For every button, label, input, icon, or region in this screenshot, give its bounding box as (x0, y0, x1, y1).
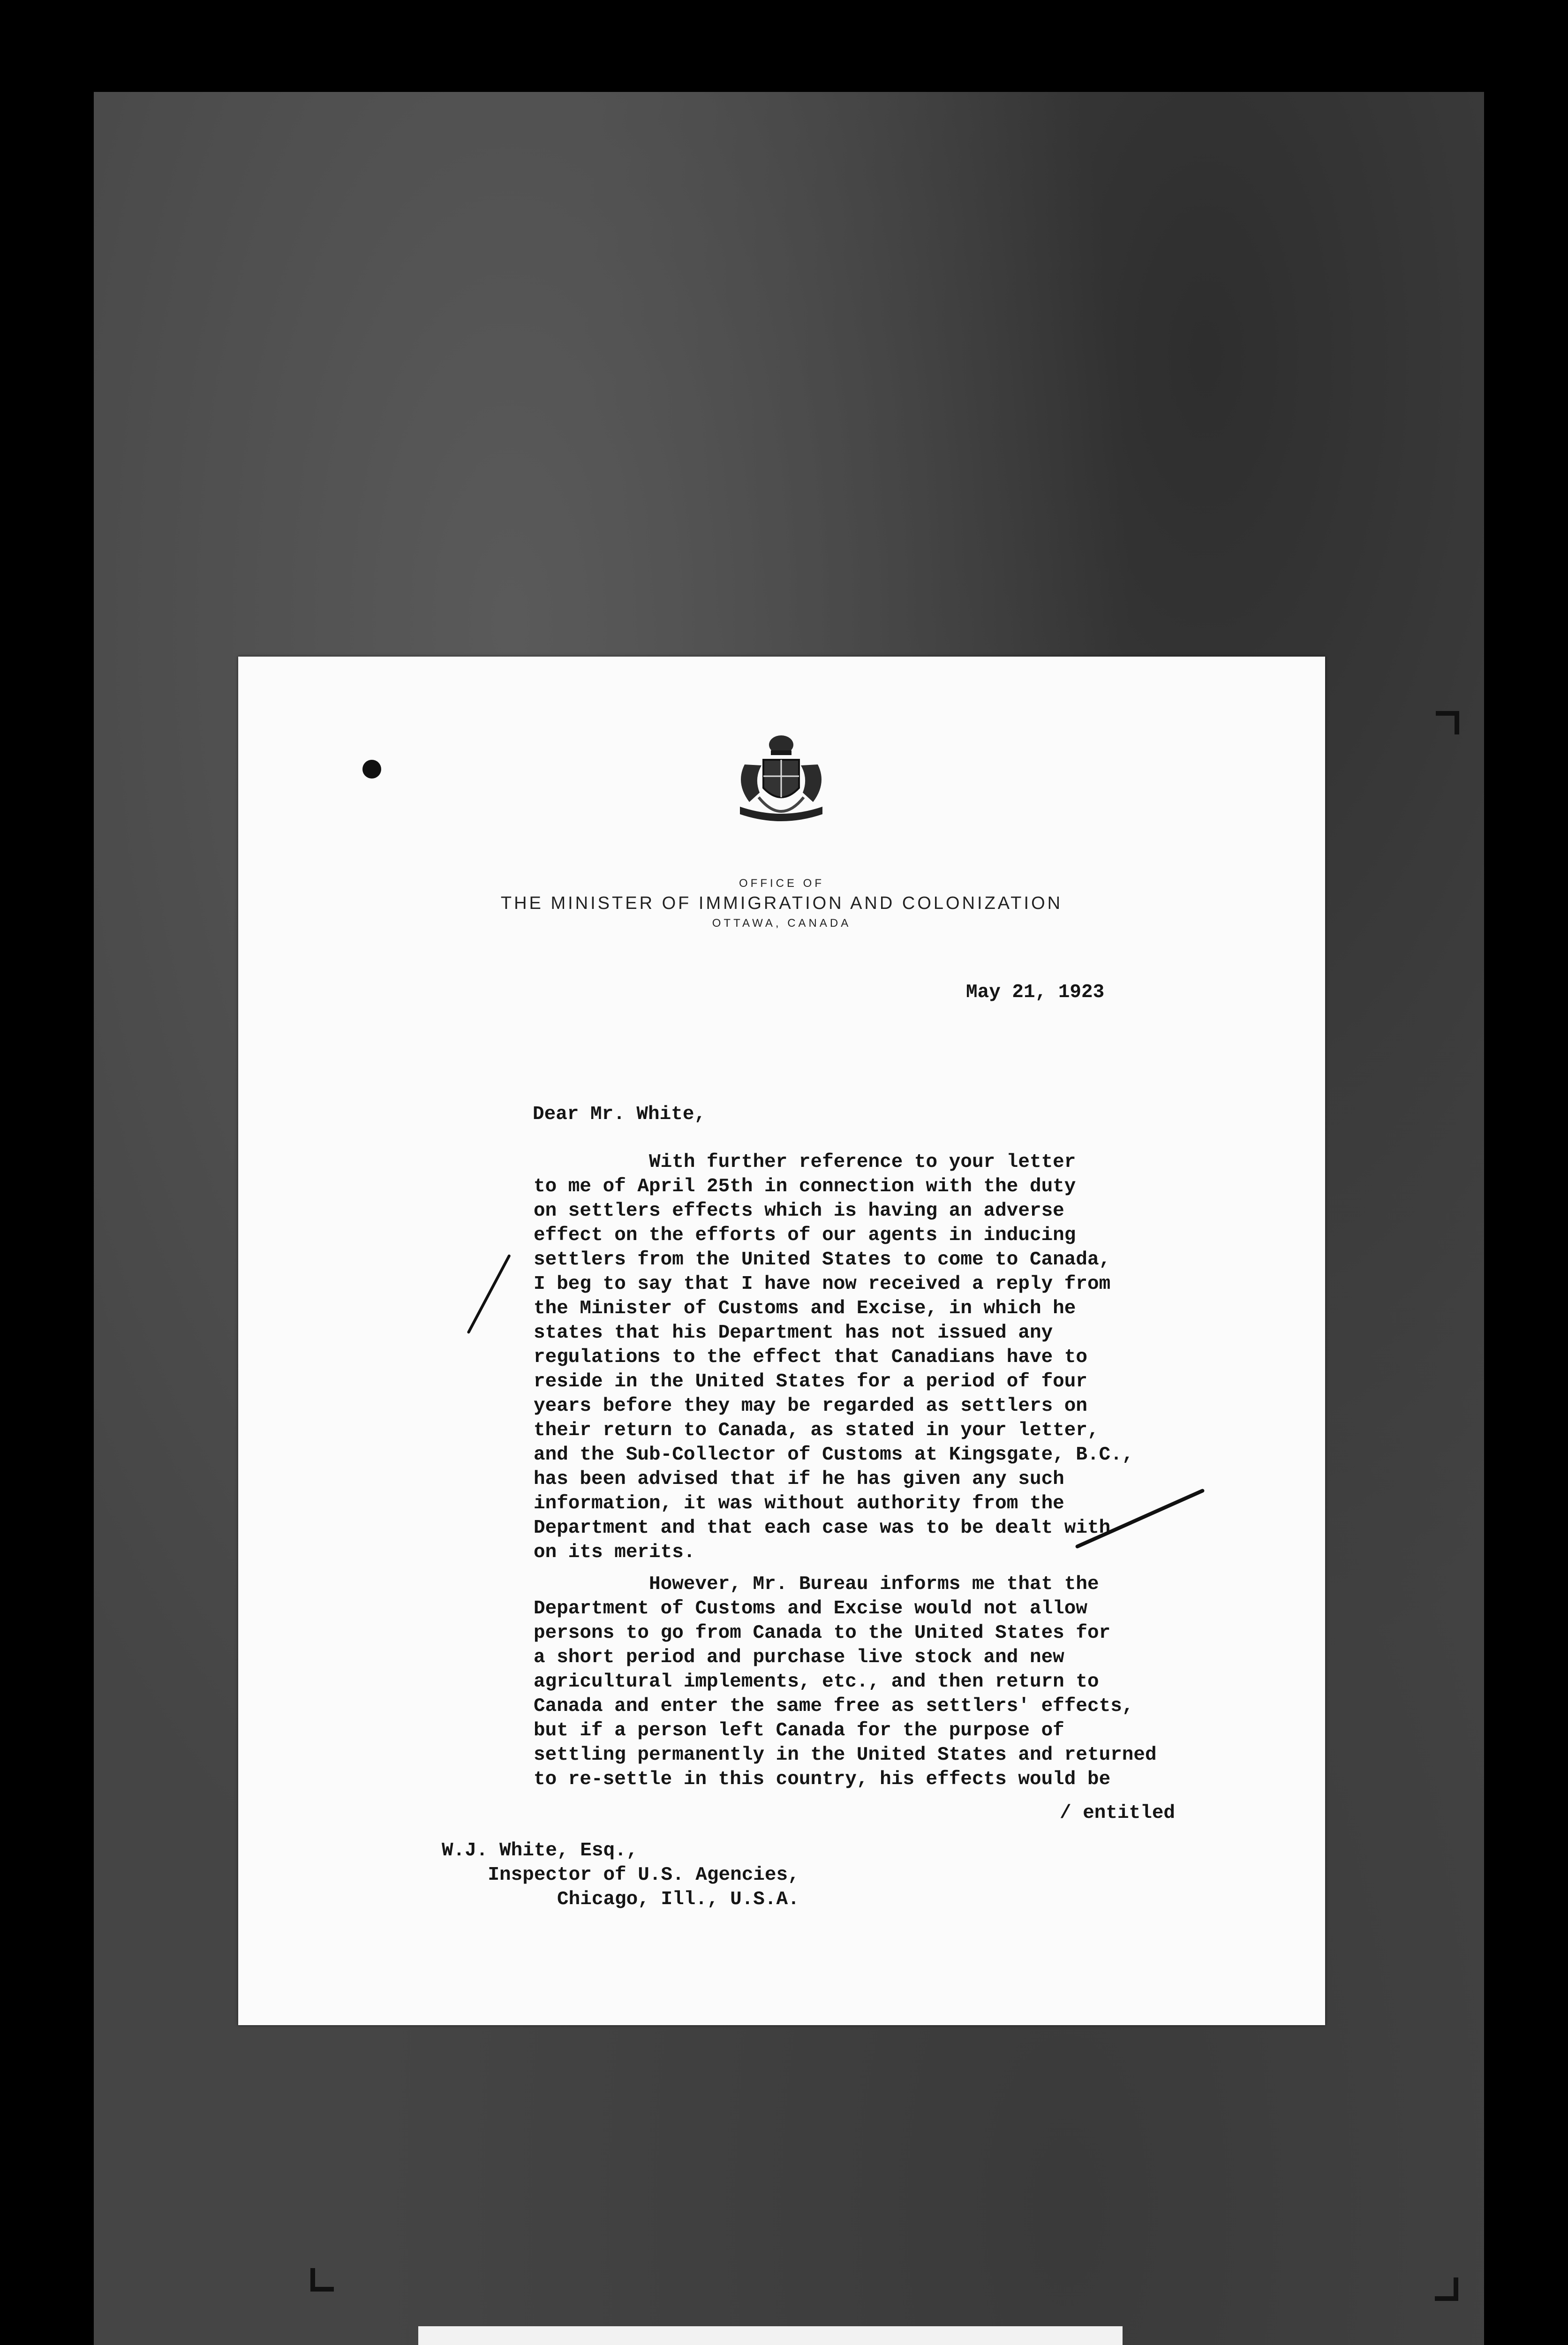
letterhead-city: OTTAWA, CANADA (712, 917, 852, 930)
pen-mark (467, 1254, 511, 1334)
royal-coat-of-arms-icon (731, 732, 832, 830)
letter-paragraph-2: However, Mr. Bureau informs me that the Department of Customs and Excise would not allow persons to go from Canada to the United States for a short period and purchase live stock and new agricultural implements, etc., and then return to Canada and enter the same free as settlers' effects, but if a person left Canada for the purpose of settling permanently in the United States and returned to re-settle in this country, his effects would be (534, 1573, 1157, 1790)
letter-page (238, 657, 1325, 2025)
letterhead-minister: THE MINISTER OF IMMIGRATION AND COLONIZATION (500, 893, 1063, 913)
letter-addressee: W.J. White, Esq., Inspector of U.S. Agencies, Chicago, Ill., U.S.A. (442, 1840, 799, 1910)
corner-mark-bottom-right (1435, 2277, 1458, 2301)
ink-blot (362, 760, 381, 779)
letter-date: May 21, 1923 (966, 982, 1105, 1003)
letter-continued-marker: / entitled (1060, 1802, 1176, 1824)
letter-paragraph-1: With further reference to your letter to me of April 25th in connection with the duty on settlers effects which is having an adverse effect on the efforts of our agents in inducing settlers from the United States to come to Canada, I beg to say that I have now received a reply from the Minister of Customs and Excise, in which he states that his Department has not issued any regulations to the effect that Canadians have to reside in the United States for a period of four years before they may be regarded as settlers on their return to Canada, as stated in your letter, and the Sub-Collector of Customs at Kingsgate, B.C., has been advised that if he has given any such information, it was without authority from the Department and that each case was to be dealt with on its merits. (534, 1151, 1134, 1563)
archive-reference-label (418, 2326, 1123, 2345)
letter-salutation: Dear Mr. White, (533, 1104, 706, 1125)
letterhead-office-of: OFFICE OF (739, 877, 824, 890)
corner-mark-bottom-left (310, 2268, 334, 2292)
corner-mark-top-right (1436, 711, 1459, 734)
